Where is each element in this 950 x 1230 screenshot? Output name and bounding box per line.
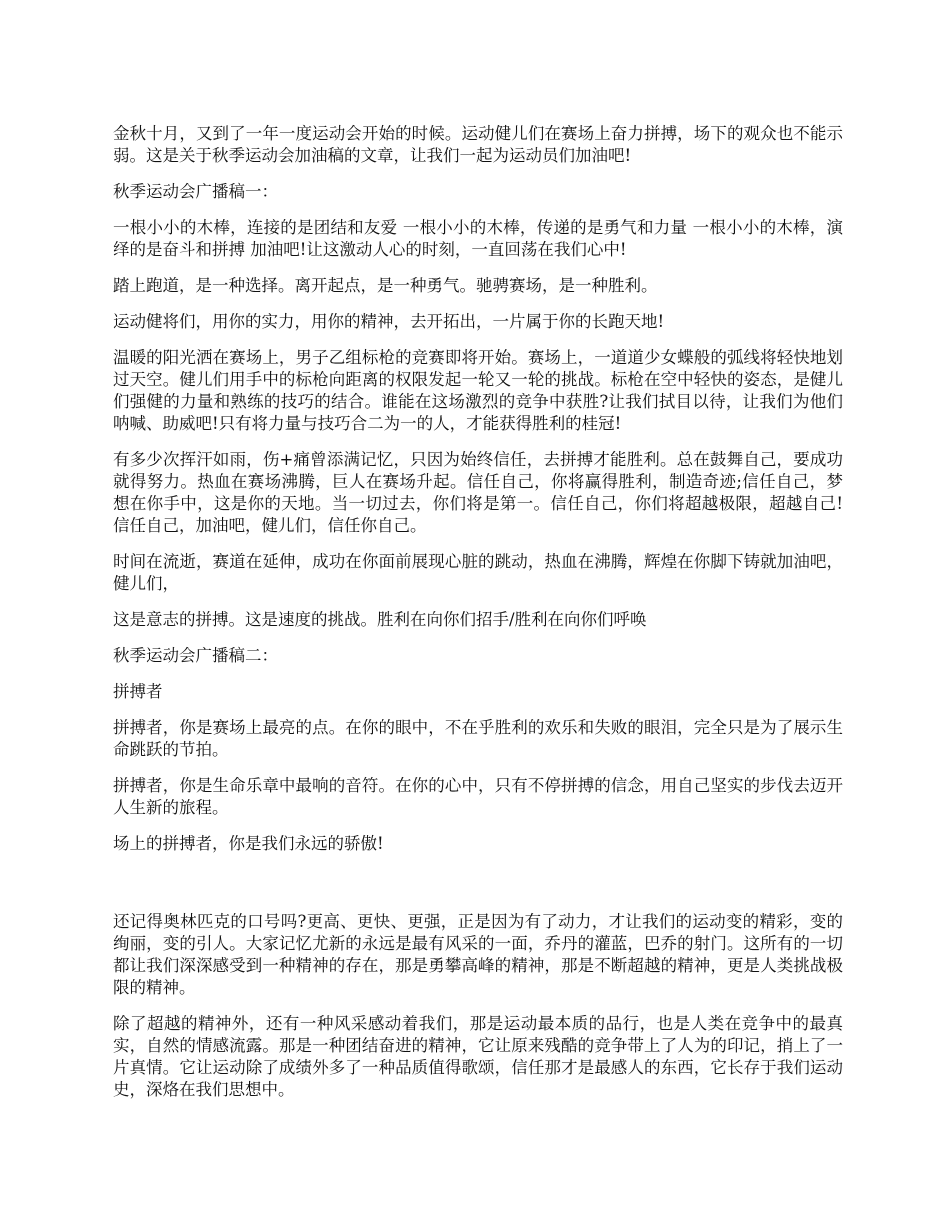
poem-title: 拼搏者 <box>113 682 163 701</box>
body-paragraph: 拼搏者，你是赛场上最亮的点。在你的眼中，不在乎胜利的欢乐和失败的眼泪，完全只是为了展示生命跳跃的节拍。 <box>113 718 843 759</box>
body-paragraph: 除了超越的精神外，还有一种风采感动着我们，那是运动最本质的品行，也是人类在竞争中的最真实，自然的情感流露。那是一种团结奋进的精神，它让原来残酷的竞争带上了人为的印记，捎上了一片真情。它让运动除了成绩外多了一种品质值得歌颂，信任那才是最感人的东西，它长存于我们运动史，深烙在我们思想中。 <box>113 1014 843 1099</box>
body-paragraph: 拼搏者，你是生命乐章中最响的音符。在你的心中，只有不停拼搏的信念，用自己坚实的步伐去迈开人生新的旅程。 <box>113 776 843 817</box>
body-paragraph: 还记得奥林匹克的口号吗?更高、更快、更强，正是因为有了动力，才让我们的运动变的精彩，变的绚丽，变的引人。大家记忆尤新的永远是最有风采的一面，乔丹的灌蓝，巴乔的射门。这所有的一切都让我们深深感受到一种精神的存在，那是勇攀高峰的精神，那是不断超越的精神，更是人类挑战极限的精神。 <box>113 912 843 997</box>
body-paragraph: 有多少次挥汗如雨，伤+痛曾添满记忆，只因为始终信任，去拼搏才能胜利。总在鼓舞自己，要成功就得努力。热血在赛场沸腾，巨人在赛场升起。信任自己，你将赢得胜利，制造奇迹;信任自己，梦想在你手中，这是你的天地。当一切过去，你们将是第一。信任自己，你们将超越极限，超越自己!信任自己，加油吧，健儿们，信任你自己。 <box>113 450 843 535</box>
intro-paragraph: 金秋十月，又到了一年一度运动会开始的时候。运动健儿们在赛场上奋力拼搏，场下的观众也不能示弱。这是关于秋季运动会加油稿的文章，让我们一起为运动员们加油吧! <box>113 124 843 165</box>
section-spacer <box>113 869 843 911</box>
body-paragraph: 场上的拼搏者，你是我们永远的骄傲! <box>113 834 384 853</box>
section-heading-1: 秋季运动会广播稿一： <box>113 182 278 201</box>
body-paragraph: 一根小小的木棒，连接的是团结和友爱 一根小小的木棒，传递的是勇气和力量 一根小小的木棒，演绎的是奋斗和拼搏 加油吧!让这激动人心的时刻，一直回荡在我们心中! <box>113 218 843 259</box>
body-paragraph: 温暖的阳光洒在赛场上，男子乙组标枪的竞赛即将开始。赛场上，一道道少女蝶般的弧线将轻快地划过天空。健儿们用手中的标枪向距离的权限发起一轮又一轮的挑战。标枪在空中轻快的姿态，是健儿们强健的力量和熟练的技巧的结合。谁能在这场激烈的竞争中获胜?让我们拭目以待，让我们为他们呐喊、助威吧!只有将力量与技巧合二为一的人，才能获得胜利的桂冠! <box>113 348 843 433</box>
body-paragraph: 踏上跑道，是一种选择。离开起点，是一种勇气。驰骋赛场，是一种胜利。 <box>113 276 658 295</box>
section-heading-2: 秋季运动会广播稿二： <box>113 646 278 665</box>
body-paragraph: 这是意志的拼搏。这是速度的挑战。胜利在向你们招手/胜利在向你们呼唤 <box>113 610 647 629</box>
document-body <box>113 123 843 1115</box>
body-paragraph: 运动健将们，用你的实力，用你的精神，去开拓出，一片属于你的长跑天地! <box>113 312 665 331</box>
body-paragraph: 时间在流逝，赛道在延伸，成功在你面前展现心脏的跳动，热血在沸腾，辉煌在你脚下铸就加油吧，健儿们， <box>113 552 843 593</box>
